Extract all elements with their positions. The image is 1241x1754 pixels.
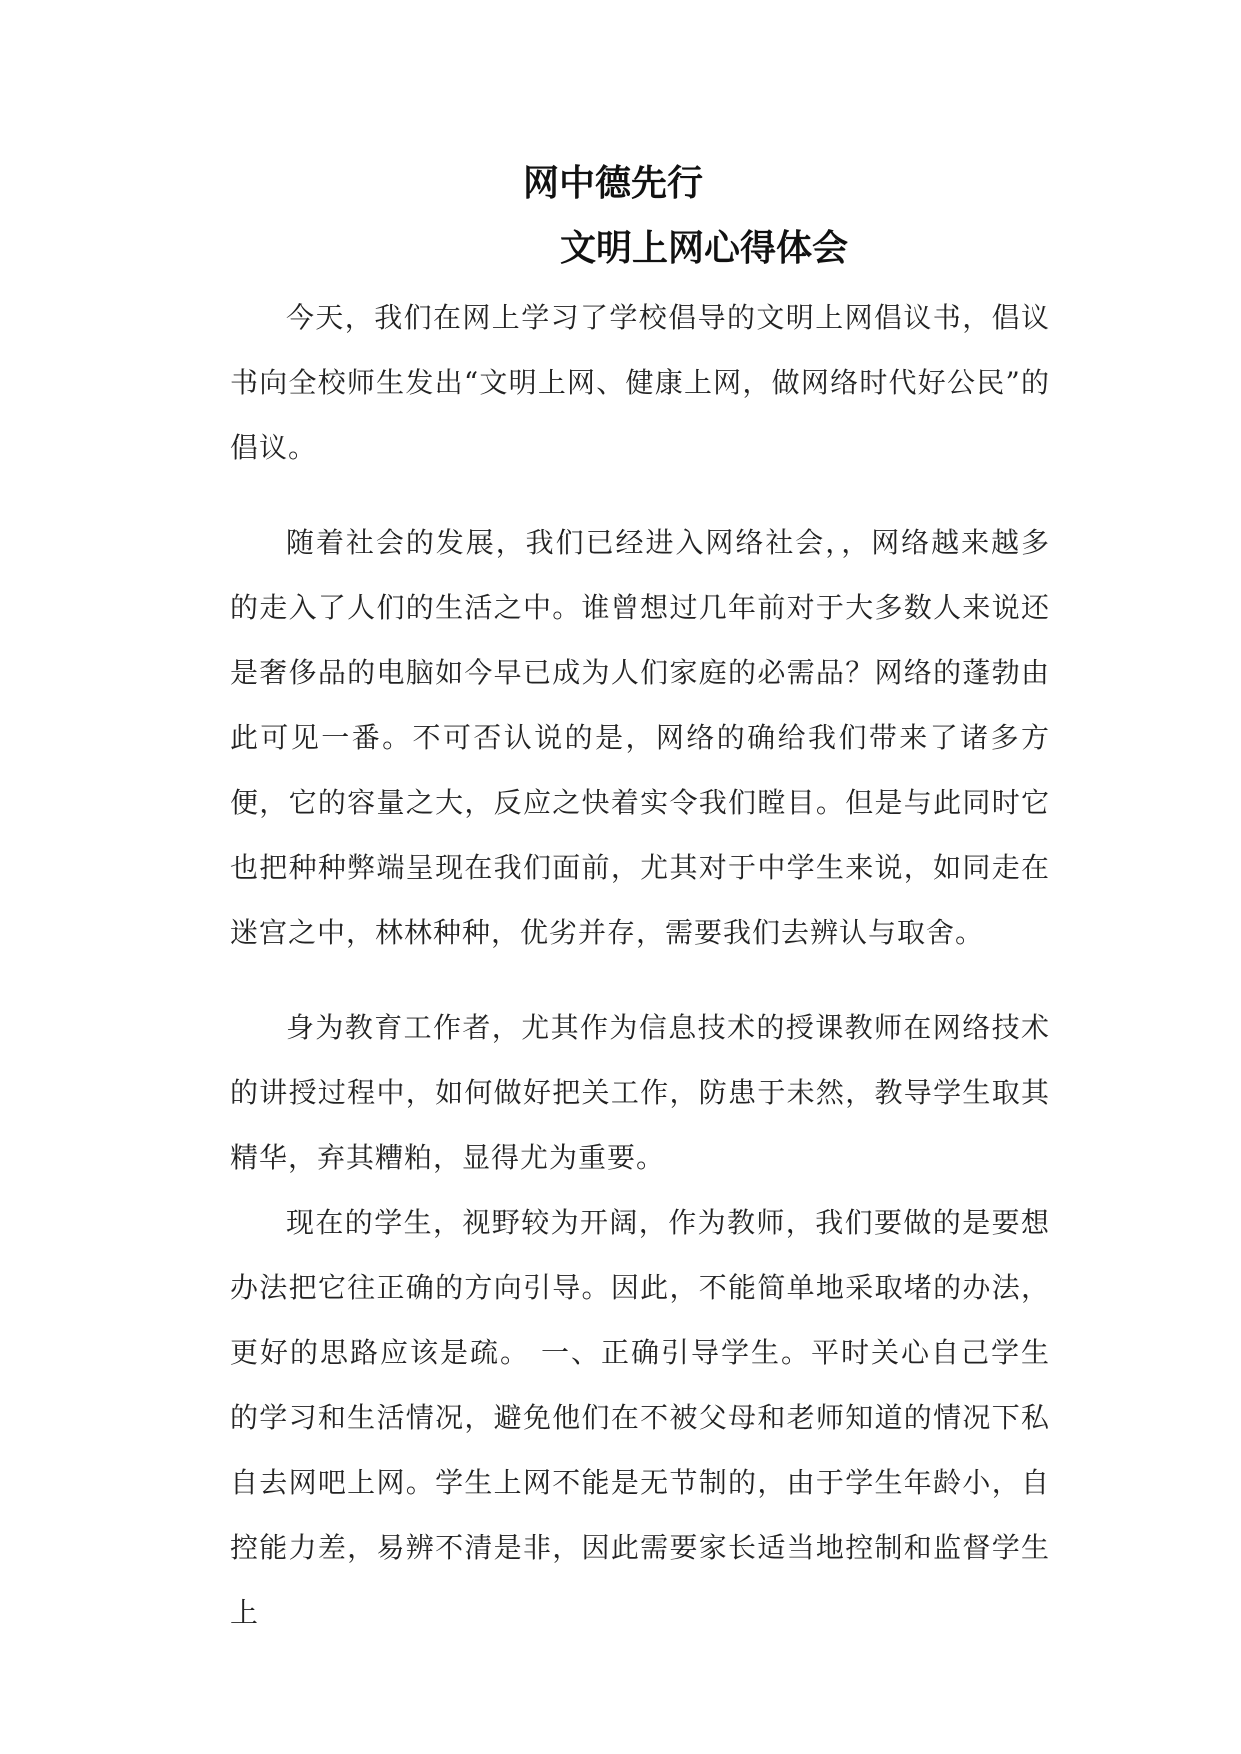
paragraph-3: 身为教育工作者，尤其作为信息技术的授课教师在网络技术的讲授过程中，如何做好把关工作，防患于未然，教导学生取其精华，弃其糟粕，显得尤为重要。 <box>230 1011 1050 1174</box>
document-body <box>230 285 1050 1645</box>
paragraph-2: 随着社会的发展，我们已经进入网络社会，，网络越来越多的走入了人们的生活之中。谁曾想过几年前对于大多数人来说还是奢侈品的电脑如今早已成为人们家庭的必需品？网络的蓬勃由此可见一番。不可否认说的是，网络的确给我们带来了诸多方便，它的容量之大，反应之快着实令我们瞠目。但是与此同时它也把种种弊端呈现在我们面前，尤其对于中学生来说，如同走在迷宫之中，林林种种，优劣并存，需要我们去辨认与取舍。 <box>230 526 1050 949</box>
document-title: 网中德先行 <box>523 162 704 204</box>
paragraph-1: 今天，我们在网上学习了学校倡导的文明上网倡议书，倡议书向全校师生发出“文明上网、健康上网，做网络时代好公民”的倡议。 <box>230 301 1050 464</box>
document-subtitle: 文明上网心得体会 <box>560 227 849 269</box>
paragraph-4: 现在的学生，视野较为开阔，作为教师，我们要做的是要想办法把它往正确的方向引导。因此，不能简单地采取堵的办法，更好的思路应该是疏。 一、正确引导学生。平时关心自己学生的学习和生活情况，避免他们在不被父母和老师知道的情况下私自去网吧上网。学生上网不能是无节制的，由于学生年龄小，自控能力差，易辨不清是非，因此需要家长适当地控制和监督学生上 <box>230 1206 1050 1629</box>
